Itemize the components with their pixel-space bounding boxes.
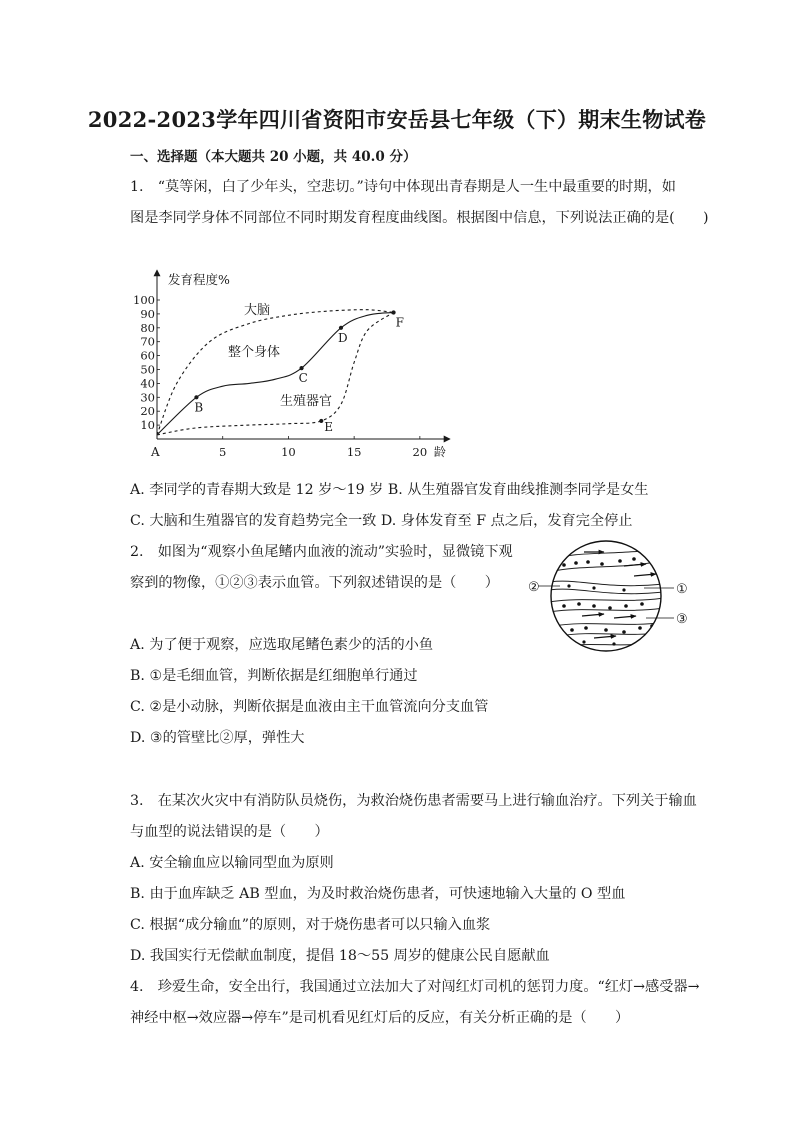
series-line-3 [157,313,394,435]
point-label-F: F [395,315,404,330]
series-line-1 [157,310,394,435]
q2-stem-line1: 2. 如图为“观察小鱼尾鳍内血液的流动”实验时，显微镜下观 [130,544,513,560]
point-B [194,395,198,399]
vessel-label-2: ② [528,580,540,595]
origin-label: A [151,445,160,459]
page-title: 2022-2023学年四川省资阳市安岳县七年级（下）期末生物试卷 [87,107,707,132]
series-label-3: 生殖器官 [280,394,333,409]
point-F [391,310,395,314]
q1-option-line-ab: A. 李同学的青春期大致是 12 岁～19 岁 B. 从生殖器官发育曲线推测李同学是女生 [130,482,649,498]
y-tick-label: 30 [140,390,155,405]
point-E [319,419,323,423]
q1-option-line-cd: C. 大脑和生殖器官的发育趋势完全一致 D. 身体发育至 F 点之后，发育完全停止 [130,513,633,529]
point-C [299,366,303,370]
q1-stem-line2: 图是李同学身体不同部位不同时期发育程度曲线图。根据图中信息，下列说法正确的是( ) [130,210,709,226]
point-D [339,326,343,330]
series-label-2: 整个身体 [228,345,281,360]
x-tick-label: 5 [219,445,227,459]
q3-option-a: A. 安全输血应以输同型血为原则 [130,855,334,871]
q1-stem-line1: 1. “莫等闲，白了少年头，空悲切。”诗句中体现出青春期是人一生中最重要的时期，如 [130,179,676,195]
q3-stem-line1: 3. 在某次火灾中有消防队员烧伤，为救治烧伤患者需要马上进行输血治疗。下列关于输血 [130,793,697,809]
y-tick-label: 80 [140,320,155,335]
y-tick-label: 20 [140,404,155,419]
point-label-D: D [338,330,348,345]
q2-option-d: D. ③的管壁比②厚，弹性大 [130,730,305,746]
microscope-view-diagram [524,538,694,654]
x-tick-label: 10 [281,445,296,459]
y-tick-label: 50 [140,362,155,377]
x-axis-label: 龄 [433,445,446,459]
q4-stem-line2: 神经中枢→效应器→停车”是司机看见红灯后的反应，有关分析正确的是（ ） [130,1010,630,1026]
q2-stem-line2: 察到的物像，①②③表示血管。下列叙述错误的是（ ） [130,575,499,591]
vessel-label-3: ③ [676,612,688,627]
development-chart [133,262,470,467]
y-tick-label: 70 [140,334,155,349]
y-tick-label: 40 [140,376,155,391]
section-heading: 一、选择题（本大题共 20 小题，共 40.0 分） [130,149,417,165]
point-label-E: E [324,419,334,434]
q3-option-b: B. 由于血库缺乏 AB 型血，为及时救治烧伤患者，可快速地输入大量的 O 型血 [130,886,626,902]
point-label-C: C [298,371,308,386]
series-label-1: 大脑 [244,303,271,318]
point-label-B: B [194,400,204,415]
series-line-2 [157,313,394,435]
y-tick-label: 10 [140,418,155,433]
vessel-label-1: ① [676,582,688,597]
y-tick-label: 100 [133,293,155,307]
q2-option-b: B. ①是毛细血管，判断依据是红细胞单行通过 [130,668,418,684]
q3-option-d: D. 我国实行无偿献血制度，提倡 18～55 周岁的健康公民自愿献血 [130,948,550,964]
q2-option-a: A. 为了便于观察，应选取尾鳍色素少的活的小鱼 [130,637,434,653]
q2-option-c: C. ②是小动脉，判断依据是血液由主干血管流向分支血管 [130,699,489,715]
q4-stem-line1: 4. 珍爱生命，安全出行，我国通过立法加大了对闯红灯司机的惩罚力度。“红灯→感受器→ [130,979,700,995]
q3-stem-line2: 与血型的说法错误的是（ ） [130,824,329,840]
x-tick-label: 20 [412,445,428,459]
x-tick-label: 15 [346,445,362,459]
y-axis-label: 发育程度% [168,272,230,287]
y-tick-label: 60 [140,348,155,363]
y-tick-label: 90 [140,306,155,321]
q3-option-c: C. 根据“成分输血”的原则，对于烧伤患者可以只输入血浆 [130,917,491,933]
